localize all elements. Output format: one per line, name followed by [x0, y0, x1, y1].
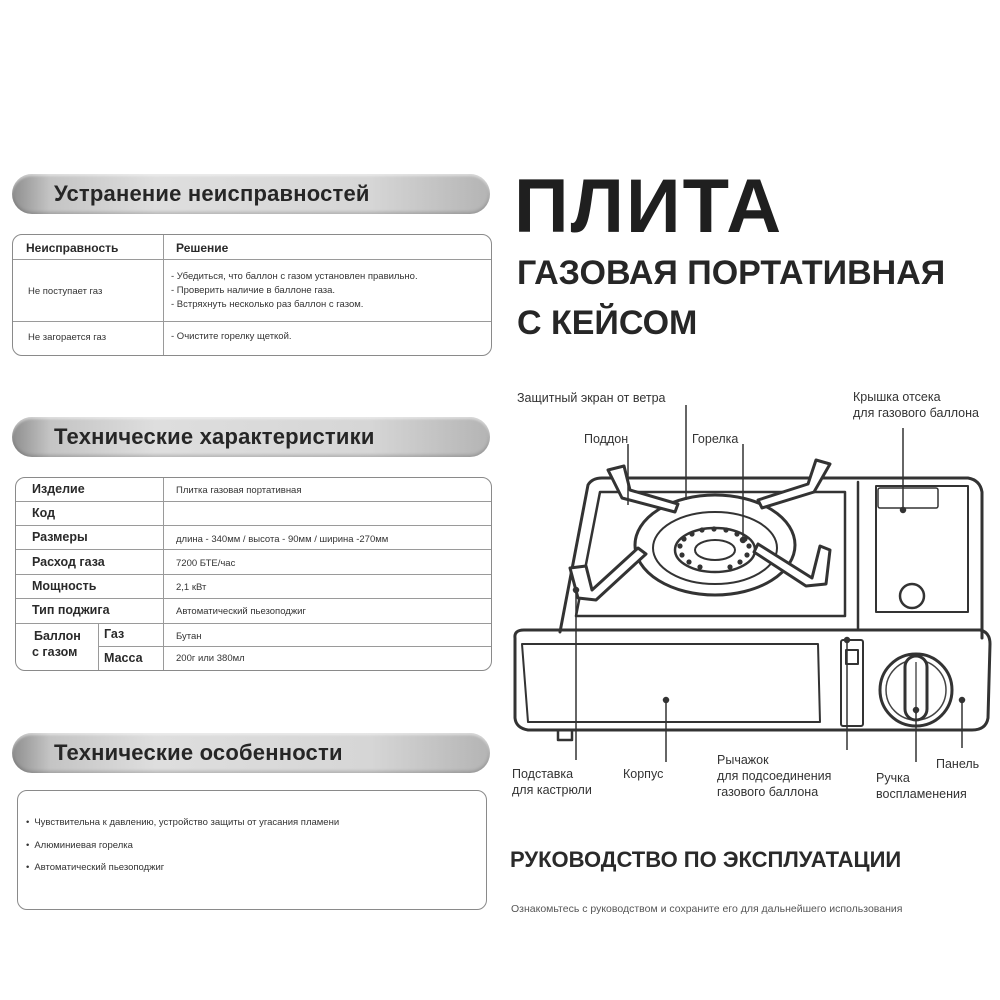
- label-burner: Горелка: [692, 432, 739, 446]
- label-ignition: Ручка: [876, 771, 910, 785]
- spec-label: Расход газа: [32, 555, 105, 569]
- label-lever-2: для подсоединения: [717, 769, 832, 783]
- troubleshooting-header: [12, 174, 490, 214]
- label-ignition-2: воспламенения: [876, 787, 967, 801]
- spec-label: Код: [32, 506, 56, 520]
- spec-value: 7200 БТЕ/час: [176, 558, 236, 569]
- manual-subtitle: Ознакомьтесь с руководством и сохраните его для дальнейшего использования: [511, 903, 903, 915]
- lever-slot: [841, 640, 863, 726]
- cylinder-label: Баллон: [34, 629, 81, 643]
- spec-value: 2,1 кВт: [176, 582, 207, 593]
- spec-value: длина - 340мм / высота - 90мм / ширина -270мм: [176, 534, 389, 545]
- feature-item: • Алюминиевая горелка: [26, 840, 133, 851]
- features-header: [12, 733, 490, 773]
- specs-title: Технические характеристики: [54, 424, 375, 449]
- solution-line: - Убедиться, что баллон с газом установлен правильно.: [171, 271, 418, 282]
- cylinder-label: с газом: [32, 645, 78, 659]
- cylinder-hole: [900, 584, 924, 608]
- problem-cell: Не загорается газ: [28, 332, 107, 343]
- product-title: ПЛИТА: [514, 164, 784, 249]
- troubleshooting-table: [12, 234, 492, 356]
- features-title: Технические особенности: [54, 740, 343, 765]
- stove-diagram: [500, 400, 1000, 820]
- troubleshooting-title: Устранение неисправностей: [54, 181, 370, 206]
- spec-value: Плитка газовая портативная: [176, 485, 302, 496]
- label-body: Корпус: [623, 767, 664, 781]
- label-cylinder-cover: Крышка отсека: [853, 390, 941, 404]
- mass-value: 200г или 380мл: [176, 653, 245, 664]
- spec-label: Мощность: [32, 579, 97, 593]
- specs-table: [15, 477, 492, 671]
- mass-label: Масса: [104, 651, 143, 665]
- body-front-panel: [522, 644, 820, 722]
- product-subtitle: ГАЗОВАЯ ПОРТАТИВНАЯ: [517, 254, 946, 292]
- gas-label: Газ: [104, 627, 125, 641]
- col-problem-header: Неисправность: [26, 241, 119, 255]
- lever-knob: [846, 650, 858, 664]
- label-pot-stand: Подставка: [512, 767, 574, 781]
- spec-label: Тип поджига: [32, 603, 110, 617]
- solution-line: - Встряхнуть несколько раз баллон с газом.: [171, 299, 364, 310]
- gas-value: Бутан: [176, 631, 202, 642]
- label-cylinder-cover-2: для газового баллона: [853, 406, 979, 420]
- label-tray: Поддон: [584, 432, 629, 446]
- spec-label: Размеры: [32, 530, 88, 544]
- spec-label: Изделие: [32, 482, 85, 496]
- spec-value: Автоматический пьезоподжиг: [176, 606, 306, 617]
- label-panel: Панель: [936, 757, 980, 771]
- features-box: [17, 790, 487, 910]
- label-lever-3: газового баллона: [717, 785, 819, 799]
- feature-item: • Автоматический пьезоподжиг: [26, 862, 164, 873]
- manual-title: РУКОВОДСТВО ПО ЭКСПЛУАТАЦИИ: [510, 847, 902, 872]
- solution-line: - Очистите горелку щеткой.: [171, 331, 292, 342]
- feature-item: • Чувствительна к давлению, устройство защиты от угасания пламени: [26, 817, 339, 828]
- problem-cell: Не поступает газ: [28, 286, 103, 297]
- col-solution-header: Решение: [176, 241, 229, 255]
- specs-header: [12, 417, 490, 457]
- solution-line: - Проверить наличие в баллоне газа.: [171, 285, 336, 296]
- label-lever: Рычажок: [717, 753, 769, 767]
- label-wind-shield: Защитный экран от ветра: [517, 391, 666, 405]
- burner: [635, 495, 795, 595]
- label-pot-stand-2: для кастрюли: [512, 783, 592, 797]
- product-subtitle-2: С КЕЙСОМ: [517, 304, 698, 342]
